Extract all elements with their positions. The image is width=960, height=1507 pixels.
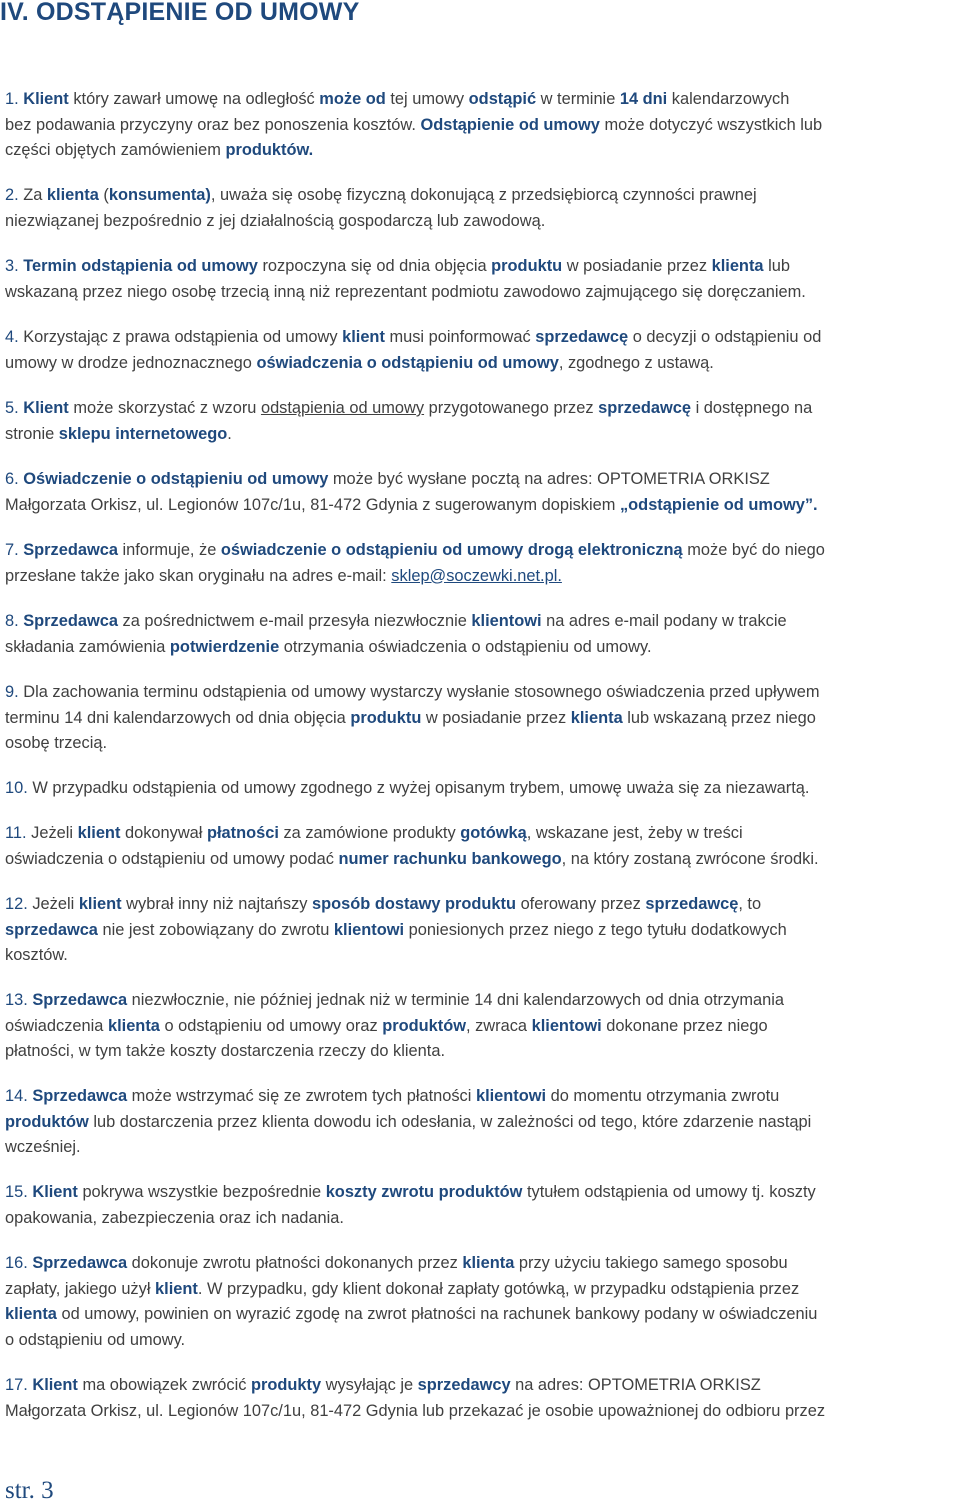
item-number: 13.: [5, 991, 28, 1009]
item-number: 15.: [5, 1183, 28, 1201]
section-heading: IV. ODSTĄPIENIE OD UMOWY: [0, 0, 360, 26]
email-link[interactable]: sklep@soczewki.net.pl.: [391, 566, 562, 585]
item-number: 16.: [5, 1254, 28, 1272]
paragraph-11: 11. Jeżeli klient dokonywał płatności za zamówione produkty gotówką, wskazane jest, żeby w treści oświadczenia o odstąpieniu od umowy podać numer rachunku bankowego, na który zostaną zwrócone środki.: [5, 824, 819, 868]
item-number: 3.: [5, 257, 19, 275]
paragraph-5: 5. Klient może skorzystać z wzoru odstąpienia od umowy przygotowanego przez sprzedawcę i dostępnego na stronie sklepu internetowego.: [5, 399, 813, 443]
paragraph-1: 1. Klient który zawarł umowę na odległość może od tej umowy odstąpić w terminie 14 dni kalendarzowych bez podawania przyczyny oraz bez ponoszenia kosztów. Odstąpienie od umowy może dotyczyć wszystkich lub części objętych zamówieniem produktów.: [5, 90, 823, 159]
item-number: 1.: [5, 90, 19, 108]
paragraph-2: 2. Za klienta (konsumenta), uważa się osobę fizyczną dokonującą z przedsiębiorcą czynności prawnej niezwiązanej bezpośrednio z jej działalnością gospodarczą lub zawodową.: [5, 186, 757, 230]
paragraph-9: 9. Dla zachowania terminu odstąpienia od umowy wystarczy wysłanie stosownego oświadczenia przed upływem terminu 14 dni kalendarzowych od dnia objęcia produktu w posiadanie przez klienta lub wskazaną przez niego osobę trzecią.: [5, 683, 820, 752]
paragraph-7: 7. Sprzedawca informuje, że oświadczenie o odstąpieniu od umowy drogą elektroniczną może być do niego przesłane także jako skan oryginału na adres e-mail: sklep@soczewki.net.pl.: [5, 541, 825, 585]
item-number: 4.: [5, 328, 19, 346]
paragraph-4: 4. Korzystając z prawa odstąpienia od umowy klient musi poinformować sprzedawcę o decyzji o odstąpieniu od umowy w drodze jednoznacznego oświadczenia o odstąpieniu od umowy, zgodnego z ustawą.: [5, 328, 822, 372]
item-number: 2.: [5, 186, 19, 204]
paragraph-13: 13. Sprzedawca niezwłocznie, nie później jednak niż w terminie 14 dni kalendarzowych od dnia otrzymania oświadczenia klienta o odstąpieniu od umowy oraz produktów, zwraca klientowi dokonane przez niego płatności, w tym także koszty dostarczenia rzeczy do klienta.: [5, 991, 784, 1060]
item-number: 5.: [5, 399, 19, 417]
item-number: 10.: [5, 779, 28, 797]
item-number: 17.: [5, 1376, 28, 1394]
form-link[interactable]: odstąpienia od umowy: [260, 399, 425, 417]
item-number: 6.: [5, 470, 19, 488]
item-number: 8.: [5, 612, 19, 630]
item-number: 7.: [5, 541, 19, 559]
paragraph-17: 17. Klient ma obowiązek zwrócić produkty wysyłając je sprzedawcy na adres: OPTOMETRIA ORKISZ Małgorzata Orkisz, ul. Legionów 107c/1u, 81-472 Gdynia lub przekazać je osobie upoważnionej do odbioru przez: [5, 1376, 826, 1420]
paragraph-8: 8. Sprzedawca za pośrednictwem e-mail przesyła niezwłocznie klientowi na adres e-mail podany w trakcie składania zamówienia potwierdzenie otrzymania oświadczenia o odstąpieniu od umowy.: [5, 612, 787, 656]
page-number: str. 3: [5, 1477, 54, 1504]
paragraph-14: 14. Sprzedawca może wstrzymać się ze zwrotem tych płatności klientowi do momentu otrzymania zwrotu produktów lub dostarczenia przez klienta dowodu ich odesłania, w zależności od tego, które zdarzenie nastąpi wcześniej.: [5, 1087, 812, 1156]
paragraph-3: 3. Termin odstąpienia od umowy rozpoczyna się od dnia objęcia produktu w posiadanie przez klienta lub wskazaną przez niego osobę trzecią inną niż reprezentant podmiotu zawodowo zajmującego się doręczaniem.: [5, 257, 806, 301]
item-number: 14.: [5, 1087, 28, 1105]
item-number: 11.: [5, 824, 27, 842]
paragraph-12: 12. Jeżeli klient wybrał inny niż najtańszy sposób dostawy produktu oferowany przez sprzedawcę, to sprzedawca nie jest zobowiązany do zwrotu klientowi poniesionych przez niego z tego tytułu dodatkowych kosztów.: [5, 895, 787, 964]
paragraph-10: 10. W przypadku odstąpienia od umowy zgodnego z wyżej opisanym trybem, umowę uważa się za niezawartą.: [5, 779, 810, 797]
paragraph-16: 16. Sprzedawca dokonuje zwrotu płatności dokonanych przez klienta przy użyciu takiego samego sposobu zapłaty, jakiego użył klient. W przypadku, gdy klient dokonał zapłaty gotówką, w przypadku odstąpienia przez klienta od umowy, powinien on wyrazić zgodę na zwrot płatności na rachunek bankowy podany w oświadczeniu o odstąpieniu od umowy.: [5, 1254, 818, 1349]
paragraph-15: 15. Klient pokrywa wszystkie bezpośrednie koszty zwrotu produktów tytułem odstąpienia od umowy tj. koszty opakowania, zabezpieczenia oraz ich nadania.: [5, 1183, 816, 1227]
item-number: 12.: [5, 895, 28, 913]
item-number: 9.: [5, 683, 19, 701]
paragraph-6: 6. Oświadczenie o odstąpieniu od umowy może być wysłane pocztą na adres: OPTOMETRIA ORKISZ Małgorzata Orkisz, ul. Legionów 107c/1u, 81-472 Gdynia z sugerowanym dopiskiem „odstąpienie od umowy”.: [5, 470, 818, 514]
